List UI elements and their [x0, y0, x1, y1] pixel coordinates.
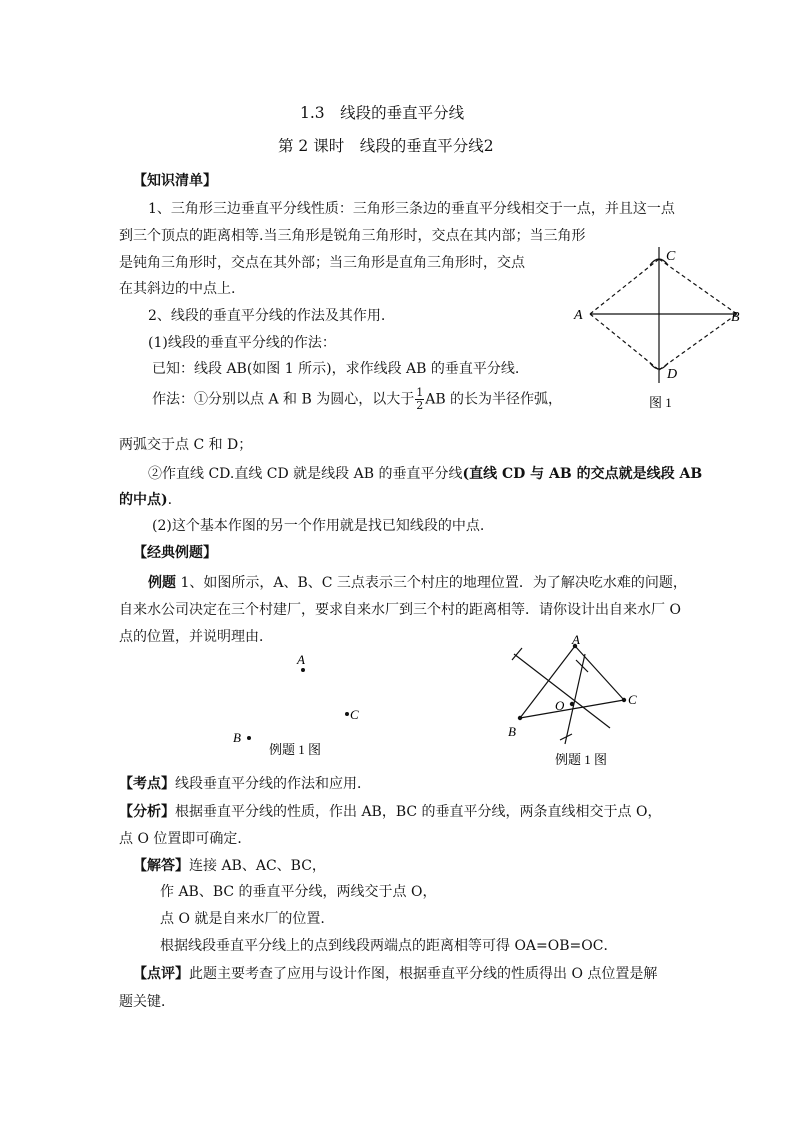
fenxi-text: 根据垂直平分线的性质，作出 AB，BC 的垂直平分线，两条直线相交于点 O， [175, 804, 662, 820]
knowledge-sub2: (2)这个基本作图的另一个作用就是找已知线段的中点. [152, 518, 485, 534]
one-half-fraction [415, 387, 424, 412]
examples-heading: 【经典例题】 [133, 545, 217, 561]
fenxi-row [119, 801, 662, 821]
kaodian-row [119, 773, 371, 793]
method-prefix: 作法：①分别以点 A 和 B 为圆心，以大于 [152, 391, 415, 408]
method-suffix: AB 的长为半径作弧， [425, 391, 563, 408]
dashed-ac [590, 259, 659, 314]
knowledge-sub1: (1)线段的垂直平分线的作法： [148, 335, 336, 351]
example1-line1 [148, 572, 687, 592]
point-c [345, 712, 349, 716]
knowledge-item1-line1: 1、三角形三边垂直平分线性质：三角形三条边的垂直平分线相交于一点，并且这一点 [148, 201, 675, 217]
step2-end: . [167, 492, 173, 508]
fraction-denominator: 2 [416, 399, 424, 412]
jieda-label: 【解答】 [133, 858, 189, 874]
example-solution-figure [500, 632, 650, 772]
step2-normal: ②作直线 CD.直线 CD 就是线段 AB 的垂直平分线 [148, 466, 463, 482]
kaodian-text: 线段垂直平分线的作法和应用． [175, 776, 371, 792]
step2-line1 [148, 463, 702, 483]
example1-text: 1、如图所示，A、B、C 三点表示三个村庄的地理位置．为了解决吃水难的问题， [176, 575, 687, 591]
knowledge-item1-line4: 在其斜边的中点上. [119, 281, 236, 297]
method-line1 [152, 387, 562, 412]
sol-label-o: O [555, 698, 565, 713]
step2-bold: (直线 CD 与 AB 的交点就是线段 AB [462, 466, 703, 482]
arc-mark-1 [512, 648, 522, 660]
points-label-c: C [350, 707, 359, 722]
fraction-numerator: 1 [416, 386, 424, 399]
fig1-label-c: C [666, 249, 676, 264]
segment-ab [520, 646, 575, 718]
knowledge-item1-line3: 是钝角三角形时，交点在其外部；当三角形是直角三角形时，交点 [119, 255, 525, 271]
points-label-b: B [233, 730, 241, 745]
fig1-label-a: A [574, 308, 583, 323]
point-b [247, 736, 251, 740]
bisector-bc [565, 654, 585, 744]
knowledge-item2: 2、线段的垂直平分线的作法及其作用. [148, 308, 386, 324]
kaodian-label: 【考点】 [119, 776, 175, 792]
example-points-figure [225, 650, 395, 762]
dianping-text: 此题主要考查了应用与设计作图，根据垂直平分线的性质得出 O 点位置是解 [189, 966, 658, 982]
figure1-diagram [566, 235, 751, 420]
jieda-row [133, 855, 326, 875]
lesson-subtitle: 第 2 课时 线段的垂直平分线2 [278, 137, 494, 155]
fig1-label-d: D [667, 367, 678, 382]
jieda-line3: 点 O 就是自来水厂的位置. [160, 911, 325, 927]
points-caption: 例题 1 图 [269, 742, 322, 757]
jieda-line4: 根据线段垂直平分线上的点到线段两端点的距离相等可得 OA=OB=OC． [160, 938, 618, 954]
sol-point-b [518, 716, 522, 720]
dashed-cb [659, 259, 737, 314]
known-statement: 已知：线段 AB(如图 1 所示)，求作线段 AB 的垂直平分线. [152, 361, 520, 377]
example-label: 例题 [148, 575, 176, 591]
step2-bold2: 的中点) [119, 492, 168, 508]
dianping-row [133, 963, 657, 983]
knowledge-heading: 【知识清单】 [133, 173, 217, 189]
solution-caption: 例题 1 图 [555, 752, 608, 767]
fenxi-line2: 点 O 位置即可确定． [119, 831, 252, 847]
jieda-text: 连接 AB、AC、BC， [189, 858, 326, 874]
knowledge-item1-line2: 到三个顶点的距离相等.当三角形是锐角三角形时，交点在其内部；当三角形 [119, 228, 586, 244]
fig1-caption: 图 1 [649, 395, 672, 410]
dianping-line2: 题关键． [119, 994, 175, 1010]
dashed-db [659, 314, 737, 370]
fenxi-label: 【分析】 [119, 804, 175, 820]
sol-point-c [622, 698, 626, 702]
fig1-label-b: B [731, 310, 740, 325]
section-title: 1.3 线段的垂直平分线 [300, 104, 465, 122]
method-line2: 两弧交于点 C 和 D； [119, 437, 253, 453]
step2-line2 [119, 489, 172, 509]
dianping-label: 【点评】 [133, 966, 189, 982]
segment-ac [575, 646, 624, 700]
point-a [301, 668, 305, 672]
example1-line3: 点的位置，并说明理由． [119, 629, 273, 645]
sol-point-o [570, 702, 574, 706]
example1-line2: 自来水公司决定在三个村建厂，要求自来水厂到三个村的距离相等．请你设计出自来水厂 O [119, 602, 681, 618]
sol-label-c: C [628, 692, 637, 707]
sol-label-b: B [508, 724, 516, 739]
sol-label-a: A [572, 632, 580, 647]
dashed-ad [590, 314, 659, 370]
jieda-line2: 作 AB、BC 的垂直平分线，两线交于点 O， [160, 884, 437, 900]
points-label-a: A [297, 652, 305, 667]
